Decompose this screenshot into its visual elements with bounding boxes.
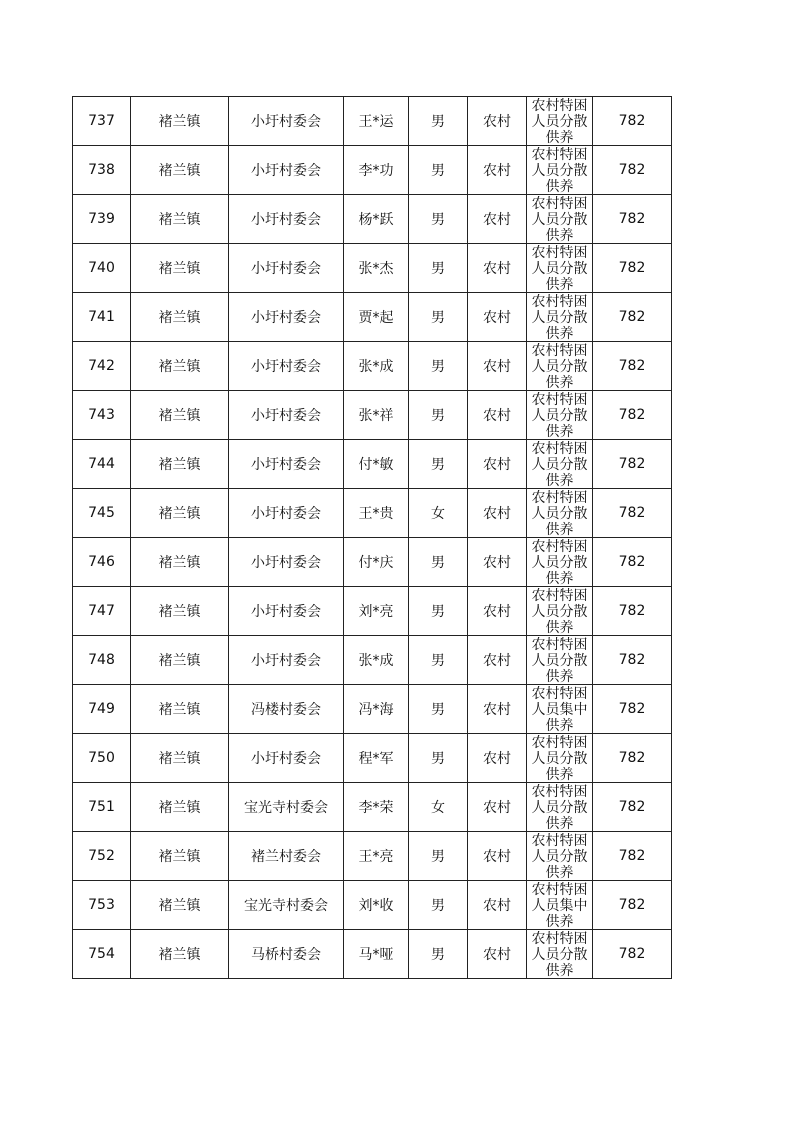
cell-person-name: 张*成 xyxy=(344,636,409,685)
cell-serial-number: 745 xyxy=(73,489,131,538)
cell-person-name: 王*亮 xyxy=(344,832,409,881)
cell-gender: 男 xyxy=(409,97,468,146)
cell-relief-category xyxy=(527,293,593,342)
cell-gender: 男 xyxy=(409,342,468,391)
cell-amount: 782 xyxy=(593,293,672,342)
cell-person-name: 程*军 xyxy=(344,734,409,783)
cell-amount: 782 xyxy=(593,881,672,930)
cell-village-committee: 小圩村委会 xyxy=(229,146,344,195)
cell-area-type: 农村 xyxy=(468,391,527,440)
cell-person-name: 张*成 xyxy=(344,342,409,391)
cell-village-committee: 小圩村委会 xyxy=(229,293,344,342)
cell-serial-number: 737 xyxy=(73,97,131,146)
cell-town: 褚兰镇 xyxy=(131,636,229,685)
cell-person-name: 杨*跃 xyxy=(344,195,409,244)
cell-village-committee: 小圩村委会 xyxy=(229,734,344,783)
cell-gender: 男 xyxy=(409,391,468,440)
cell-village-committee: 小圩村委会 xyxy=(229,342,344,391)
cell-relief-category xyxy=(527,489,593,538)
cell-gender: 男 xyxy=(409,832,468,881)
cell-relief-category xyxy=(527,881,593,930)
cell-person-name: 张*杰 xyxy=(344,244,409,293)
cell-gender: 男 xyxy=(409,930,468,979)
cell-person-name: 付*敏 xyxy=(344,440,409,489)
cell-serial-number: 751 xyxy=(73,783,131,832)
cell-serial-number: 748 xyxy=(73,636,131,685)
relief-category-text: 农村特困人员分散供养 xyxy=(531,588,588,635)
cell-serial-number: 743 xyxy=(73,391,131,440)
table-row xyxy=(73,783,672,832)
cell-gender: 男 xyxy=(409,685,468,734)
relief-category-text: 农村特困人员分散供养 xyxy=(531,343,588,390)
cell-person-name: 李*荣 xyxy=(344,783,409,832)
relief-roster-table xyxy=(72,96,672,979)
cell-area-type: 农村 xyxy=(468,685,527,734)
cell-town: 褚兰镇 xyxy=(131,832,229,881)
table-row xyxy=(73,146,672,195)
table-row xyxy=(73,930,672,979)
table-row xyxy=(73,832,672,881)
table-row xyxy=(73,97,672,146)
table-row xyxy=(73,685,672,734)
table-row xyxy=(73,342,672,391)
cell-area-type: 农村 xyxy=(468,832,527,881)
cell-gender: 男 xyxy=(409,244,468,293)
cell-person-name: 张*祥 xyxy=(344,391,409,440)
cell-area-type: 农村 xyxy=(468,342,527,391)
cell-town: 褚兰镇 xyxy=(131,489,229,538)
cell-town: 褚兰镇 xyxy=(131,97,229,146)
cell-area-type: 农村 xyxy=(468,195,527,244)
cell-village-committee: 小圩村委会 xyxy=(229,538,344,587)
table-row xyxy=(73,587,672,636)
cell-area-type: 农村 xyxy=(468,587,527,636)
cell-serial-number: 750 xyxy=(73,734,131,783)
cell-amount: 782 xyxy=(593,587,672,636)
cell-amount: 782 xyxy=(593,195,672,244)
cell-relief-category xyxy=(527,734,593,783)
cell-village-committee: 小圩村委会 xyxy=(229,587,344,636)
relief-category-text: 农村特困人员分散供养 xyxy=(531,147,588,194)
cell-serial-number: 740 xyxy=(73,244,131,293)
relief-category-text: 农村特困人员分散供养 xyxy=(531,98,588,145)
relief-category-text: 农村特困人员集中供养 xyxy=(531,686,588,733)
relief-category-text: 农村特困人员分散供养 xyxy=(531,637,588,684)
cell-amount: 782 xyxy=(593,832,672,881)
cell-amount: 782 xyxy=(593,146,672,195)
cell-town: 褚兰镇 xyxy=(131,391,229,440)
relief-category-text: 农村特困人员分散供养 xyxy=(531,196,588,243)
cell-area-type: 农村 xyxy=(468,881,527,930)
cell-area-type: 农村 xyxy=(468,489,527,538)
cell-gender: 男 xyxy=(409,636,468,685)
cell-person-name: 付*庆 xyxy=(344,538,409,587)
cell-gender: 男 xyxy=(409,195,468,244)
cell-town: 褚兰镇 xyxy=(131,342,229,391)
relief-category-text: 农村特困人员分散供养 xyxy=(531,735,588,782)
cell-amount: 782 xyxy=(593,930,672,979)
cell-serial-number: 754 xyxy=(73,930,131,979)
cell-relief-category xyxy=(527,538,593,587)
cell-town: 褚兰镇 xyxy=(131,146,229,195)
cell-village-committee: 马桥村委会 xyxy=(229,930,344,979)
cell-town: 褚兰镇 xyxy=(131,734,229,783)
cell-amount: 782 xyxy=(593,244,672,293)
table-row xyxy=(73,293,672,342)
cell-gender: 男 xyxy=(409,293,468,342)
cell-amount: 782 xyxy=(593,440,672,489)
table-row xyxy=(73,636,672,685)
cell-area-type: 农村 xyxy=(468,244,527,293)
table-row xyxy=(73,881,672,930)
cell-relief-category xyxy=(527,195,593,244)
cell-gender: 男 xyxy=(409,734,468,783)
cell-village-committee: 小圩村委会 xyxy=(229,244,344,293)
cell-relief-category xyxy=(527,685,593,734)
cell-town: 褚兰镇 xyxy=(131,244,229,293)
cell-area-type: 农村 xyxy=(468,734,527,783)
cell-gender: 男 xyxy=(409,538,468,587)
cell-gender: 男 xyxy=(409,587,468,636)
cell-town: 褚兰镇 xyxy=(131,783,229,832)
cell-area-type: 农村 xyxy=(468,440,527,489)
cell-person-name: 贾*起 xyxy=(344,293,409,342)
cell-relief-category xyxy=(527,97,593,146)
cell-person-name: 王*贵 xyxy=(344,489,409,538)
cell-area-type: 农村 xyxy=(468,293,527,342)
cell-serial-number: 739 xyxy=(73,195,131,244)
table-row xyxy=(73,538,672,587)
cell-person-name: 王*运 xyxy=(344,97,409,146)
cell-serial-number: 749 xyxy=(73,685,131,734)
cell-village-committee: 小圩村委会 xyxy=(229,440,344,489)
cell-area-type: 农村 xyxy=(468,636,527,685)
relief-category-text: 农村特困人员分散供养 xyxy=(531,441,588,488)
cell-gender: 男 xyxy=(409,440,468,489)
cell-town: 褚兰镇 xyxy=(131,195,229,244)
cell-town: 褚兰镇 xyxy=(131,440,229,489)
cell-area-type: 农村 xyxy=(468,930,527,979)
cell-town: 褚兰镇 xyxy=(131,587,229,636)
cell-serial-number: 747 xyxy=(73,587,131,636)
cell-village-committee: 小圩村委会 xyxy=(229,97,344,146)
cell-town: 褚兰镇 xyxy=(131,881,229,930)
cell-town: 褚兰镇 xyxy=(131,293,229,342)
cell-gender: 女 xyxy=(409,489,468,538)
cell-village-committee: 小圩村委会 xyxy=(229,636,344,685)
cell-amount: 782 xyxy=(593,97,672,146)
table-row xyxy=(73,195,672,244)
cell-gender: 女 xyxy=(409,783,468,832)
cell-gender: 男 xyxy=(409,881,468,930)
cell-relief-category xyxy=(527,244,593,293)
cell-serial-number: 752 xyxy=(73,832,131,881)
cell-relief-category xyxy=(527,832,593,881)
cell-person-name: 冯*海 xyxy=(344,685,409,734)
cell-village-committee: 冯楼村委会 xyxy=(229,685,344,734)
cell-amount: 782 xyxy=(593,391,672,440)
cell-serial-number: 746 xyxy=(73,538,131,587)
cell-amount: 782 xyxy=(593,734,672,783)
relief-category-text: 农村特困人员集中供养 xyxy=(531,882,588,929)
relief-category-text: 农村特困人员分散供养 xyxy=(531,784,588,831)
cell-gender: 男 xyxy=(409,146,468,195)
cell-relief-category xyxy=(527,587,593,636)
cell-area-type: 农村 xyxy=(468,146,527,195)
cell-amount: 782 xyxy=(593,489,672,538)
cell-relief-category xyxy=(527,930,593,979)
cell-relief-category xyxy=(527,783,593,832)
cell-serial-number: 741 xyxy=(73,293,131,342)
cell-area-type: 农村 xyxy=(468,538,527,587)
cell-relief-category xyxy=(527,636,593,685)
cell-relief-category xyxy=(527,342,593,391)
cell-person-name: 刘*亮 xyxy=(344,587,409,636)
cell-person-name: 李*功 xyxy=(344,146,409,195)
cell-relief-category xyxy=(527,146,593,195)
cell-serial-number: 742 xyxy=(73,342,131,391)
cell-village-committee: 褚兰村委会 xyxy=(229,832,344,881)
cell-serial-number: 738 xyxy=(73,146,131,195)
relief-category-text: 农村特困人员分散供养 xyxy=(531,392,588,439)
cell-village-committee: 小圩村委会 xyxy=(229,195,344,244)
table-row xyxy=(73,489,672,538)
cell-area-type: 农村 xyxy=(468,783,527,832)
cell-village-committee: 宝光寺村委会 xyxy=(229,881,344,930)
table-row xyxy=(73,734,672,783)
table-row xyxy=(73,244,672,293)
cell-amount: 782 xyxy=(593,538,672,587)
cell-serial-number: 744 xyxy=(73,440,131,489)
cell-person-name: 刘*收 xyxy=(344,881,409,930)
cell-village-committee: 小圩村委会 xyxy=(229,489,344,538)
cell-person-name: 马*哑 xyxy=(344,930,409,979)
cell-town: 褚兰镇 xyxy=(131,538,229,587)
cell-relief-category xyxy=(527,440,593,489)
cell-village-committee: 小圩村委会 xyxy=(229,391,344,440)
cell-area-type: 农村 xyxy=(468,97,527,146)
table-body xyxy=(73,97,672,979)
cell-village-committee: 宝光寺村委会 xyxy=(229,783,344,832)
cell-amount: 782 xyxy=(593,636,672,685)
relief-category-text: 农村特困人员分散供养 xyxy=(531,833,588,880)
cell-relief-category xyxy=(527,391,593,440)
cell-serial-number: 753 xyxy=(73,881,131,930)
table-row xyxy=(73,391,672,440)
relief-category-text: 农村特困人员分散供养 xyxy=(531,539,588,586)
cell-amount: 782 xyxy=(593,342,672,391)
relief-category-text: 农村特困人员分散供养 xyxy=(531,931,588,978)
relief-category-text: 农村特困人员分散供养 xyxy=(531,245,588,292)
relief-category-text: 农村特困人员分散供养 xyxy=(531,490,588,537)
cell-town: 褚兰镇 xyxy=(131,685,229,734)
cell-amount: 782 xyxy=(593,685,672,734)
cell-town: 褚兰镇 xyxy=(131,930,229,979)
table-row xyxy=(73,440,672,489)
relief-category-text: 农村特困人员分散供养 xyxy=(531,294,588,341)
cell-amount: 782 xyxy=(593,783,672,832)
